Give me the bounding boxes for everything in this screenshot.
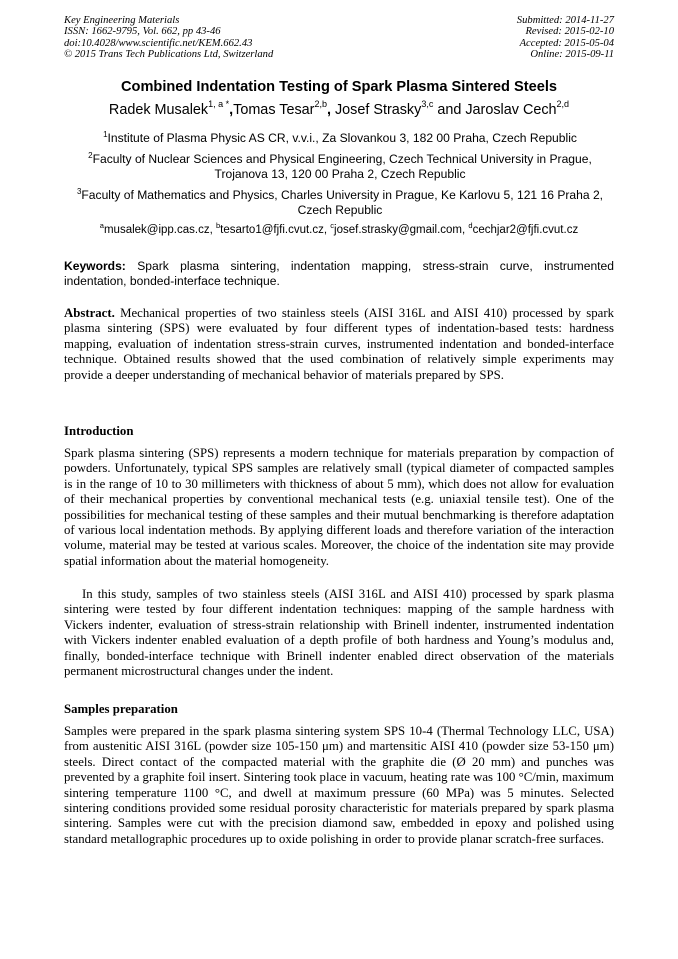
journal-name: Key Engineering Materials — [64, 15, 180, 26]
email-address: cechjar2@fjfi.cvut.cz — [472, 224, 579, 236]
submitted-date: Submitted: 2014-11-27 — [516, 15, 614, 26]
abstract — [64, 306, 614, 383]
author-sup: 2,b — [314, 99, 327, 109]
section-heading-samples: Samples preparation — [64, 702, 178, 716]
journal-info — [64, 15, 273, 60]
email-sup: d — [468, 221, 473, 230]
author-sup: 1, a * — [208, 99, 230, 109]
abstract-label: Abstract. — [64, 306, 115, 320]
author-name: Jaroslav Cech — [465, 102, 557, 118]
affiliation-text: Faculty of Nuclear Sciences and Physical Engineering, Czech Technical University in Prague, Trojanova 13, 120 00 Praha 2, Czech Republic — [92, 152, 592, 181]
author-list — [0, 99, 678, 118]
introduction-paragraph-2: In this study, samples of two stainless steels (AISI 316L and AISI 410) processed by spark plasma sintering were tested by four different indentation techniques: mapping of the sample hardness with Vickers indenter, evaluation of stress-strain relationship with Brinell indenter, instrumented indentation with Vickers indenter enabled evaluation of a depth profile of both hardness and Young’s modulus and, finally, bonded-interface technique with Brinell indenter enabled direct observation of the materials permanent microstructural changes under the indent. — [64, 587, 614, 679]
revised-date: Revised: 2015-02-10 — [525, 26, 614, 38]
email-sup: b — [216, 221, 221, 230]
author-name: Josef Strasky — [334, 102, 422, 118]
keywords — [64, 259, 614, 290]
author-sup: 2,d — [556, 99, 570, 109]
email-address: musalek@ipp.cas.cz — [103, 224, 210, 236]
author-name: Radek Musalek — [108, 102, 209, 118]
author-sup: 3,c — [421, 99, 434, 109]
affiliation-text: Faculty of Mathematics and Physics, Charles University in Prague, Ke Karlovu 5, 121 16 Praha 2, Czech Republic — [81, 188, 604, 217]
email-list — [0, 221, 678, 236]
affiliation-2 — [60, 152, 620, 182]
affiliation-num: 1 — [103, 130, 108, 139]
author-sep: , — [326, 102, 335, 118]
accepted-date: Accepted: 2015-05-04 — [519, 37, 614, 49]
email-sep: , — [209, 224, 216, 236]
section-heading-introduction: Introduction — [64, 424, 134, 438]
email-address: tesarto1@fjfi.cvut.cz — [220, 224, 324, 236]
email-sup: c — [330, 221, 335, 230]
copyright: © 2015 Trans Tech Publications Ltd, Switzerland — [64, 48, 274, 60]
author-name: Tomas Tesar — [233, 102, 315, 118]
samples-paragraph-1: Samples were prepared in the spark plasma sintering system SPS 10-4 (Thermal Technology LLC, USA) from austenitic AISI 316L (powder size 105-150 μm) and martensitic AISI 410 (powder size 53-150 μm) steels. Direct contact of the compacted material with the graphite die (Ø 20 mm) and punches was prevented by a graphite foil insert. Sintering took place in vacuum, heating rate was 100 °C/min, maximum sintering temperature 1100 °C, and dwell at maximum pressure (60 MPa) was 5 minutes. Selected sintering conditions provided some residual porosity characteristic for materials prepared by spark plasma sintering. Samples were cut with the precision diamond saw, embedded in epoxy and polished using standard metallographic procedures up to oxide polishing in order to provide planar scratch-free surfaces. — [64, 724, 614, 846]
abstract-text: Mechanical properties of two stainless steels (AISI 316L and AISI 410) processed by spark plasma sintering (SPS) were evaluated by four different types of indentation-based tests: hardness mapping, evaluation of indentation stress-strain curves, instrumented indentation and bonded-interface technique. Obtained results showed that the used combination of relatively simple experiments may provide a deeper understanding of mechanical behavior of materials prepared by SPS. — [64, 306, 614, 382]
author-sep: and — [433, 102, 466, 118]
affiliation-3 — [60, 188, 620, 218]
email-sep: , — [462, 224, 469, 236]
email-sup: a — [99, 221, 104, 230]
keywords-text: Spark plasma sintering, indentation mapping, stress-strain curve, instrumented indentation, bonded-interface technique. — [64, 259, 614, 289]
email-address: josef.strasky@gmail.com — [334, 224, 463, 236]
introduction-paragraph-1: Spark plasma sintering (SPS) represents a modern technique for materials preparation by compaction of powders. Unfortunately, typical SPS samples are relatively small (typical diameter of compacted samples is in the range of 10 to 30 millimeters with thickness of about 5 mm), which does not allow for evaluation of their mechanical properties by conventional mechanical tests (e.g. uniaxial tensile test). One of the possibilities for mechanical testing of these samples and their mutual benchmarking is therefore adaptation of various local indentation methods. By applying different loads and therefore variation of the interaction volume, material may be tested at various scales. Moreover, the choice of the indentation site may provide spatial information about the material homogeneity. — [64, 446, 614, 568]
email-sep: , — [323, 224, 331, 236]
paper-title: Combined Indentation Testing of Spark Plasma Sintered Steels — [120, 79, 557, 95]
publication-dates — [517, 15, 614, 60]
affiliation-num: 3 — [76, 187, 82, 196]
affiliation-1 — [60, 131, 620, 146]
online-date: Online: 2015-09-11 — [530, 48, 614, 60]
doi: doi:10.4028/www.scientific.net/KEM.662.43 — [64, 37, 253, 49]
affiliation-num: 2 — [88, 151, 93, 160]
author-sep: , — [229, 102, 234, 118]
issn: ISSN: 1662-9795, Vol. 662, pp 43-46 — [64, 26, 221, 38]
affiliation-text: Institute of Plasma Physic AS CR, v.v.i., Za Slovankou 3, 182 00 Praha, Czech Republic — [107, 131, 577, 145]
keywords-label: Keywords: — [64, 259, 126, 273]
